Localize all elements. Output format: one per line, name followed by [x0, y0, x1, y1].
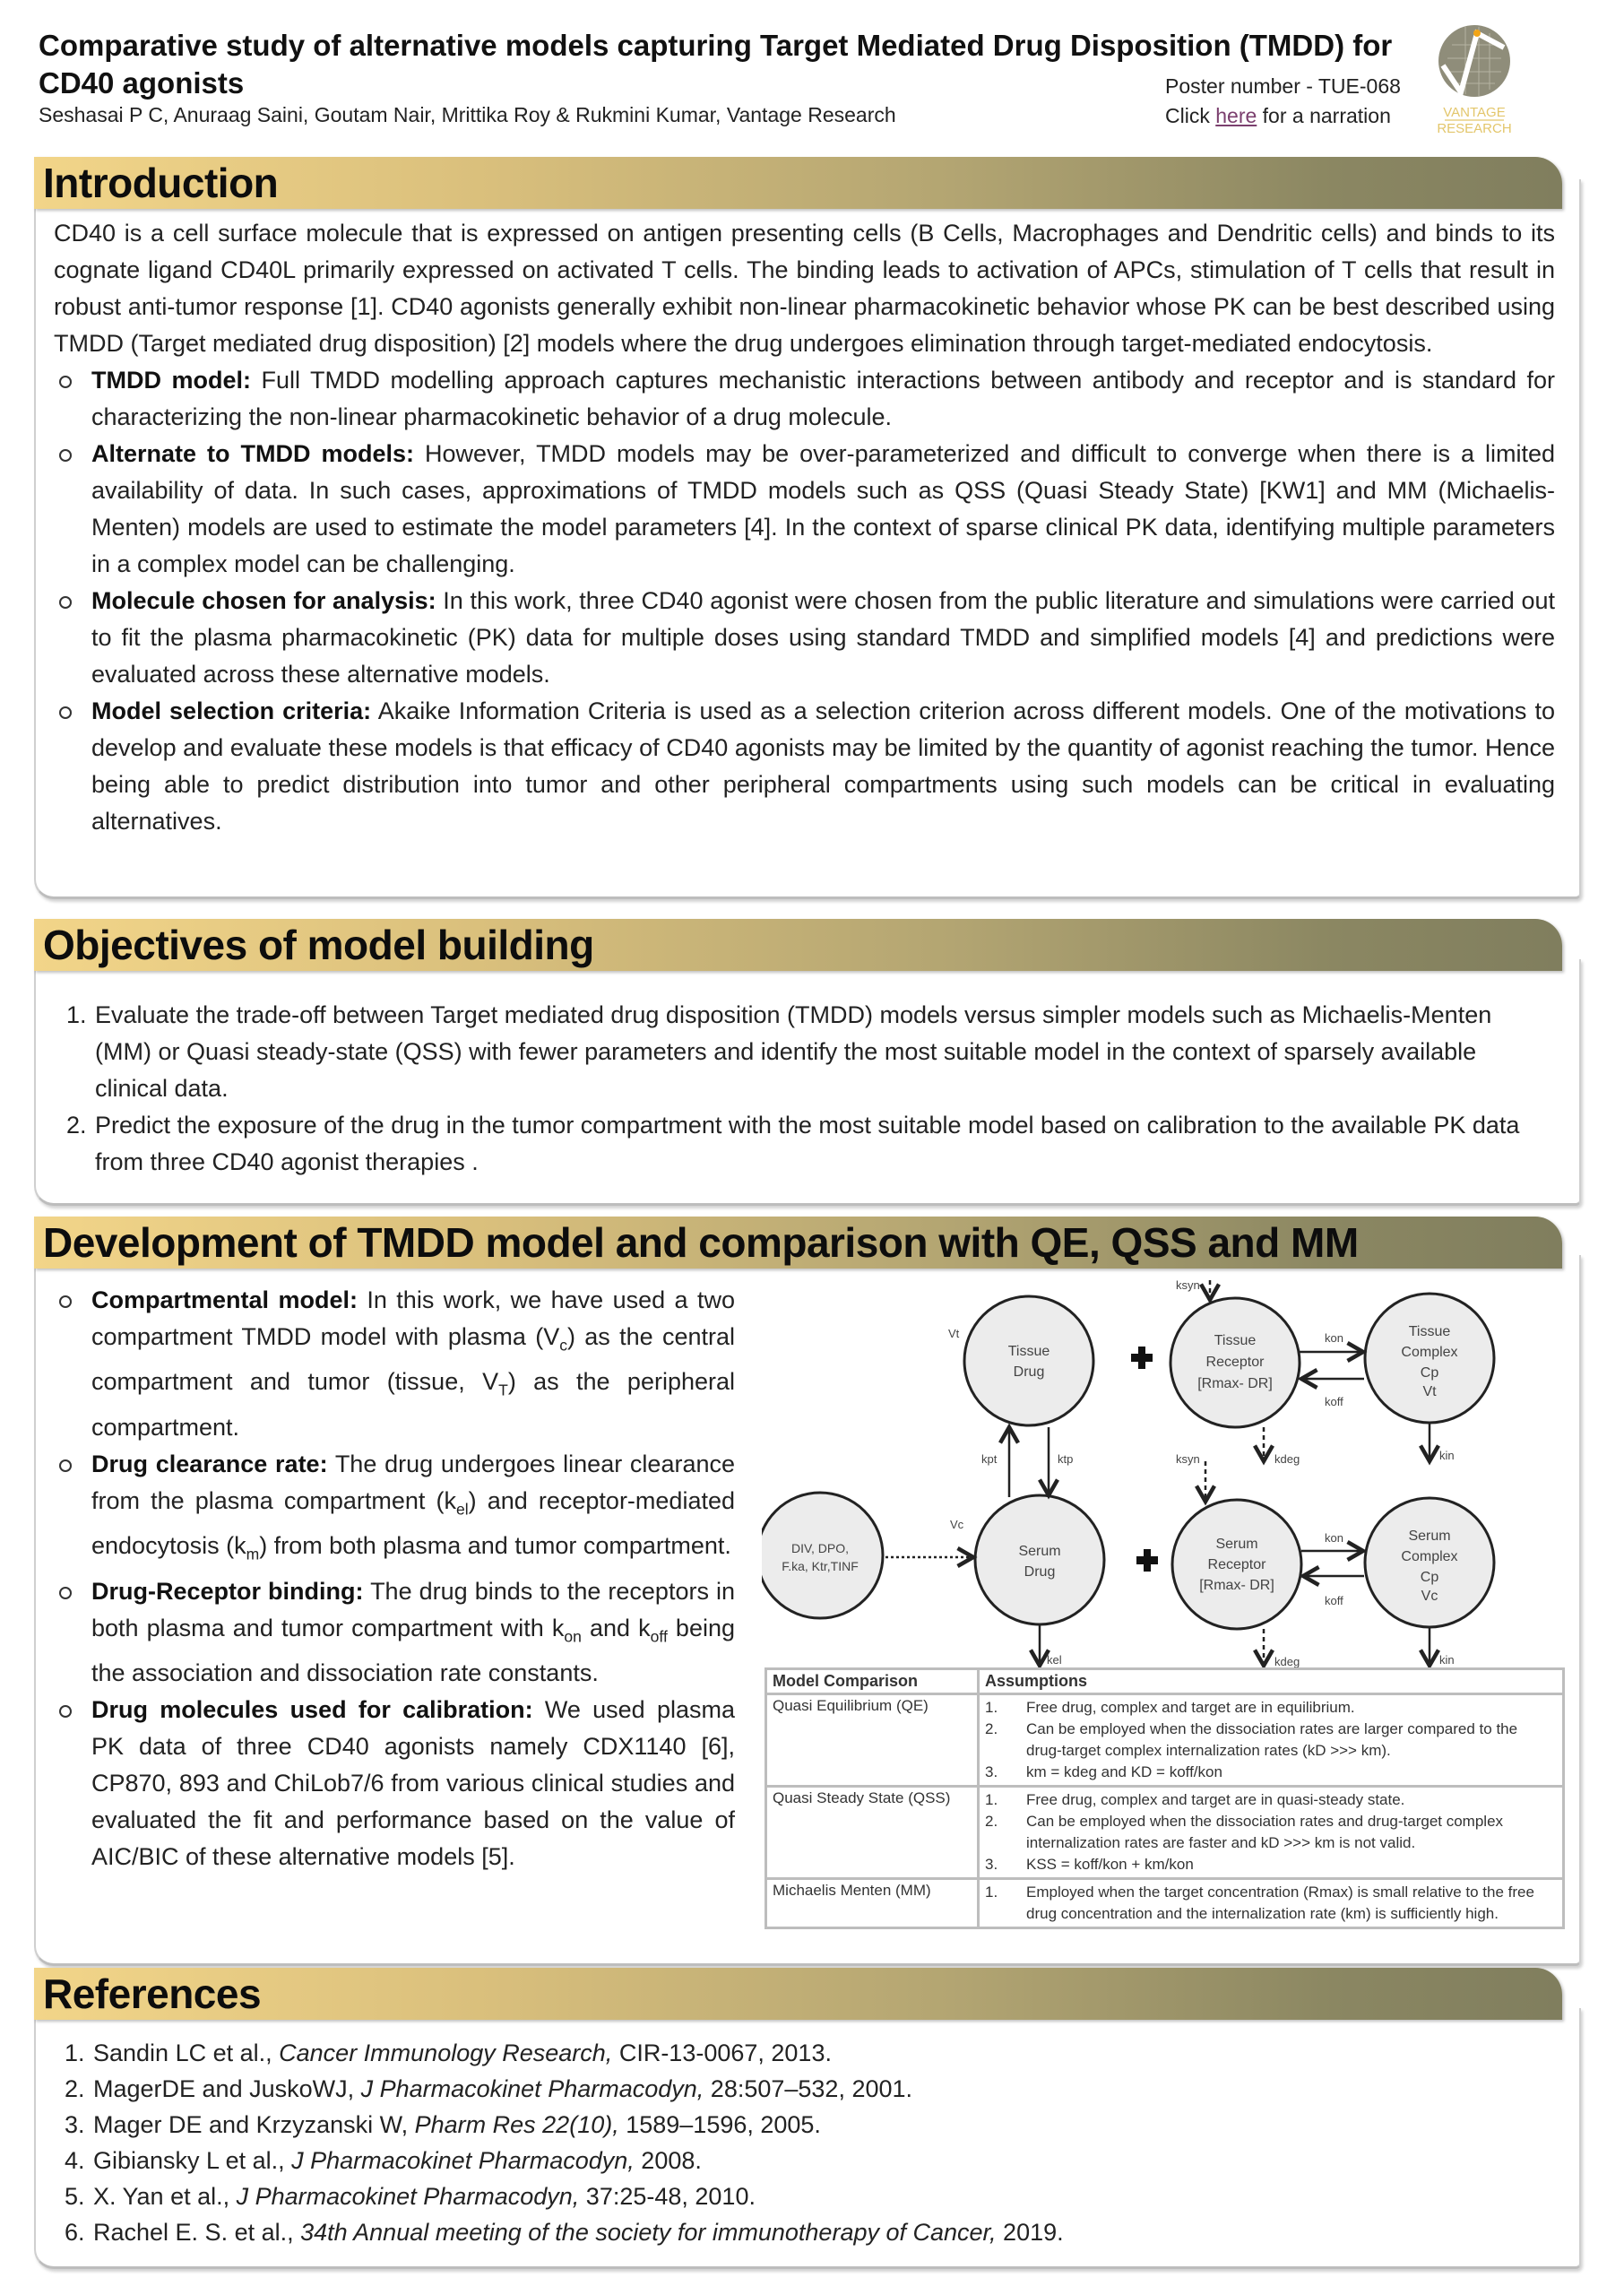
svg-text:Tissue: Tissue [1214, 1333, 1257, 1348]
svg-text:Tissue: Tissue [1408, 1324, 1451, 1339]
reference-item: 5. X. Yan et al., J Pharmacokinet Pharmacodyn, 37:25-48, 2010. [91, 2178, 1064, 2214]
svg-text:ktp: ktp [1058, 1452, 1074, 1466]
bullet-tmdd-model: TMDD model: Full TMDD modelling approach captures mechanistic interactions between antibody and receptor and is standard for characterizing the non-linear pharmacokinetic behavior of a drug molecule. [54, 362, 1555, 436]
reference-item: 4. Gibiansky L et al., J Pharmacokinet Pharmacodyn, 2008. [91, 2143, 1064, 2178]
svg-text:VANTAGE: VANTAGE [1443, 105, 1506, 120]
svg-text:Cp: Cp [1420, 1570, 1439, 1585]
bullet-model-selection: Model selection criteria: Akaike Information Criteria is used as a selection criterion across different models. One of the motivations to develop and evaluate these models is that efficacy of CD40 agonists may be limited by the quantity of agonist reaching the tumor. Hence being able to predict distribution into tumor and other peripheral compartments using such models can be critical in evaluating alternatives. [54, 693, 1555, 840]
poster-title: Comparative study of alternative models capturing Target Mediated Drug Disposition (TMDD) for CD40 agonists [39, 29, 1393, 100]
objectives-body [56, 997, 1543, 1181]
svg-text:Serum: Serum [1408, 1529, 1451, 1544]
introduction-paragraph: CD40 is a cell surface molecule that is expressed on antigen presenting cells (B Cells, Macrophages and Dendritic cells) and binds to its cognate ligand CD40L primarily expressed on activated T cells. The binding leads to activation of APCs, stimulation of T cells that result in robust anti-tumor response [1]. CD40 agonists generally exhibit non-linear pharmacokinetic behavior whose PK can be best described using TMDD (Target mediated drug disposition) [2] models where the drug undergoes elimination through target-mediated endocytosis. [54, 220, 1555, 357]
svg-text:Complex: Complex [1401, 1345, 1458, 1360]
development-body [54, 1282, 735, 1875]
narration-prefix: Click [1165, 104, 1216, 127]
svg-text:kin: kin [1439, 1449, 1455, 1462]
svg-text:[Rmax- DR]: [Rmax- DR] [1197, 1376, 1273, 1391]
table-row [766, 1787, 1564, 1879]
svg-text:Receptor: Receptor [1207, 1557, 1266, 1572]
table-row [766, 1879, 1564, 1928]
references-header [34, 1968, 1562, 2020]
svg-text:kin: kin [1439, 1653, 1455, 1667]
narration-suffix: for a narration [1257, 104, 1391, 127]
authors: Seshasai P C, Anuraag Saini, Goutam Nair, Mrittika Roy & Rukmini Kumar, Vantage Research [39, 103, 896, 126]
reference-item: 1. Sandin LC et al., Cancer Immunology Research, CIR-13-0067, 2013. [91, 2035, 1064, 2071]
svg-text:DIV, DPO,: DIV, DPO, [790, 1541, 850, 1555]
svg-text:kon: kon [1325, 1331, 1343, 1345]
model-name: Michaelis Menten (MM) [766, 1879, 979, 1928]
introduction-header [34, 157, 1562, 209]
svg-text:ksyn: ksyn [1176, 1452, 1200, 1466]
assumptions-cell: 1. Employed when the target concentration (Rmax) is small relative to the free drug concentration and the internalization rate (km) is sufficiently high. [979, 1879, 1564, 1928]
bullet-alternate-models: Alternate to TMDD models: However, TMDD models may be over-parameterized and difficult to converge when there is a limited availability of data. In such cases, approximations of TMDD models such as QSS (Quasi Steady State) [KW1] and MM (Michaelis-Menten) models are used to estimate the model parameters [4]. In the context of sparse clinical PK data, identifying multiple parameters in a complex model can be challenging. [54, 436, 1555, 583]
svg-text:Serum: Serum [1215, 1537, 1258, 1552]
svg-text:Drug: Drug [1013, 1364, 1045, 1380]
svg-text:Cp: Cp [1420, 1365, 1439, 1381]
svg-text:kon: kon [1325, 1531, 1343, 1545]
references-list [56, 2035, 1064, 2250]
svg-text:koff: koff [1325, 1594, 1343, 1607]
references-title: References [43, 1970, 262, 2017]
col-header-assumptions: Assumptions [979, 1669, 1564, 1694]
table-row [766, 1694, 1564, 1787]
svg-text:Vc: Vc [1421, 1589, 1438, 1604]
svg-text:[Rmax- DR]: [Rmax- DR] [1199, 1578, 1274, 1593]
introduction-bullets [54, 362, 1555, 840]
development-bullets [54, 1282, 735, 1875]
objectives-header [34, 919, 1562, 971]
narration-line [1165, 101, 1401, 131]
reference-item: 3. Mager DE and Krzyzanski W, Pharm Res 22(10), 1589–1596, 2005. [91, 2107, 1064, 2143]
model-name: Quasi Steady State (QSS) [766, 1787, 979, 1879]
model-comparison-table [764, 1667, 1565, 1929]
objective-item: 2. Predict the exposure of the drug in the tumor compartment with the most suitable model based on calibration to the available PK data from three CD40 agonist therapies . [93, 1107, 1543, 1181]
svg-text:F.ka, Ktr,TINF: F.ka, Ktr,TINF [782, 1559, 859, 1573]
logo-mark-icon [1425, 22, 1524, 139]
vantage-research-logo [1425, 22, 1524, 139]
table-header-row [766, 1669, 1564, 1694]
svg-text:Vc: Vc [950, 1518, 964, 1531]
development-header [34, 1217, 1562, 1269]
assumptions-cell: 1. Free drug, complex and target are in quasi-steady state. 2. Can be employed when the dissociation rates and drug-target complex internalization rates are faster and kD >>> km is not valid. 3. KSS = koff/kon + km/kon [979, 1787, 1564, 1879]
poster-info [1165, 72, 1401, 131]
svg-text:kpt: kpt [981, 1452, 998, 1466]
svg-text:kdeg: kdeg [1274, 1452, 1300, 1466]
svg-text:RESEARCH: RESEARCH [1437, 121, 1512, 136]
objectives-title: Objectives of model building [43, 922, 594, 968]
svg-text:Vt: Vt [1422, 1384, 1437, 1399]
svg-text:Complex: Complex [1401, 1549, 1458, 1564]
plus-icon [1131, 1347, 1158, 1572]
svg-text:Drug: Drug [1024, 1564, 1056, 1580]
reference-item: 2. MagerDE and JuskoWJ, J Pharmacokinet Pharmacodyn, 28:507–532, 2001. [91, 2071, 1064, 2107]
svg-text:Tissue: Tissue [1007, 1344, 1050, 1359]
bullet-drug-clearance: Drug clearance rate: The drug undergoes linear clearance from the plasma compartment $(k_{el})$ and receptor-mediated endocytosis $(k_m)$ from both plasma and tumor compartment. [54, 1446, 735, 1573]
svg-text:Vt: Vt [948, 1327, 960, 1340]
introduction-body [54, 215, 1555, 840]
svg-text:kdeg: kdeg [1274, 1655, 1300, 1668]
bullet-compartmental-model: Compartmental model: In this work, we have used a two compartment TMDD model with plasma $(V_c)$ as the central compartment and tumor (tissue, $V_T$) as the peripheral compartment. [54, 1282, 735, 1446]
objectives-list [56, 997, 1543, 1181]
bullet-drug-receptor-binding: Drug-Receptor binding: The drug binds to the receptors in both plasma and tumor compartment with $k_{on}$ and $k_{off}$ being the association and dissociation rate constants. [54, 1573, 735, 1692]
poster-number: Poster number - TUE-068 [1165, 74, 1401, 98]
col-header-model: Model Comparison [766, 1669, 979, 1694]
assumptions-cell: 1. Free drug, complex and target are in equilibrium. 2. Can be employed when the dissociation rates are larger compared to the drug-target complex internalization rates (kD >>> km). 3. km = kdeg and KD = koff/kon [979, 1694, 1564, 1787]
introduction-title: Introduction [43, 160, 279, 206]
svg-text:Receptor: Receptor [1205, 1355, 1265, 1370]
dose-node [762, 1493, 883, 1618]
objective-item: 1. Evaluate the trade-off between Target mediated drug disposition (TMDD) models versus simpler models such as Michaelis-Menten (MM) or Quasi steady-state (QSS) with fewer parameters and identify the most suitable model in the context of sparsely available clinical data. [93, 997, 1543, 1107]
serum-drug-node [975, 1495, 1104, 1624]
svg-text:Serum: Serum [1018, 1544, 1061, 1559]
svg-text:ksyn: ksyn [1176, 1278, 1200, 1292]
narration-link[interactable]: here [1215, 104, 1257, 127]
development-title: Development of TMDD model and comparison with QE, QSS and MM [43, 1219, 1359, 1266]
bullet-molecule-chosen: Molecule chosen for analysis: In this work, three CD40 agonist were chosen from the public literature and simulations were carried out to fit the plasma pharmacokinetic (PK) data for multiple doses using standard TMDD and simplified models [4] and predictions were evaluated across these alternative models. [54, 583, 1555, 693]
bullet-drug-molecules: Drug molecules used for calibration: We used plasma PK data of three CD40 agonists namely CDX1140 [6], CP870, 893 and ChiLob7/6 from various clinical studies and evaluated the fit and performance based on the value of AIC/BIC of these alternative models [5]. [54, 1692, 735, 1875]
tissue-drug-node [964, 1296, 1093, 1425]
svg-text:kel: kel [1047, 1653, 1062, 1667]
model-name: Quasi Equilibrium (QE) [766, 1694, 979, 1787]
tmdd-model-diagram [762, 1277, 1564, 1672]
svg-text:koff: koff [1325, 1395, 1343, 1408]
reference-item: 6. Rachel E. S. et al., 34th Annual meeting of the society for immunotherapy of Cancer, 2019. [91, 2214, 1064, 2250]
